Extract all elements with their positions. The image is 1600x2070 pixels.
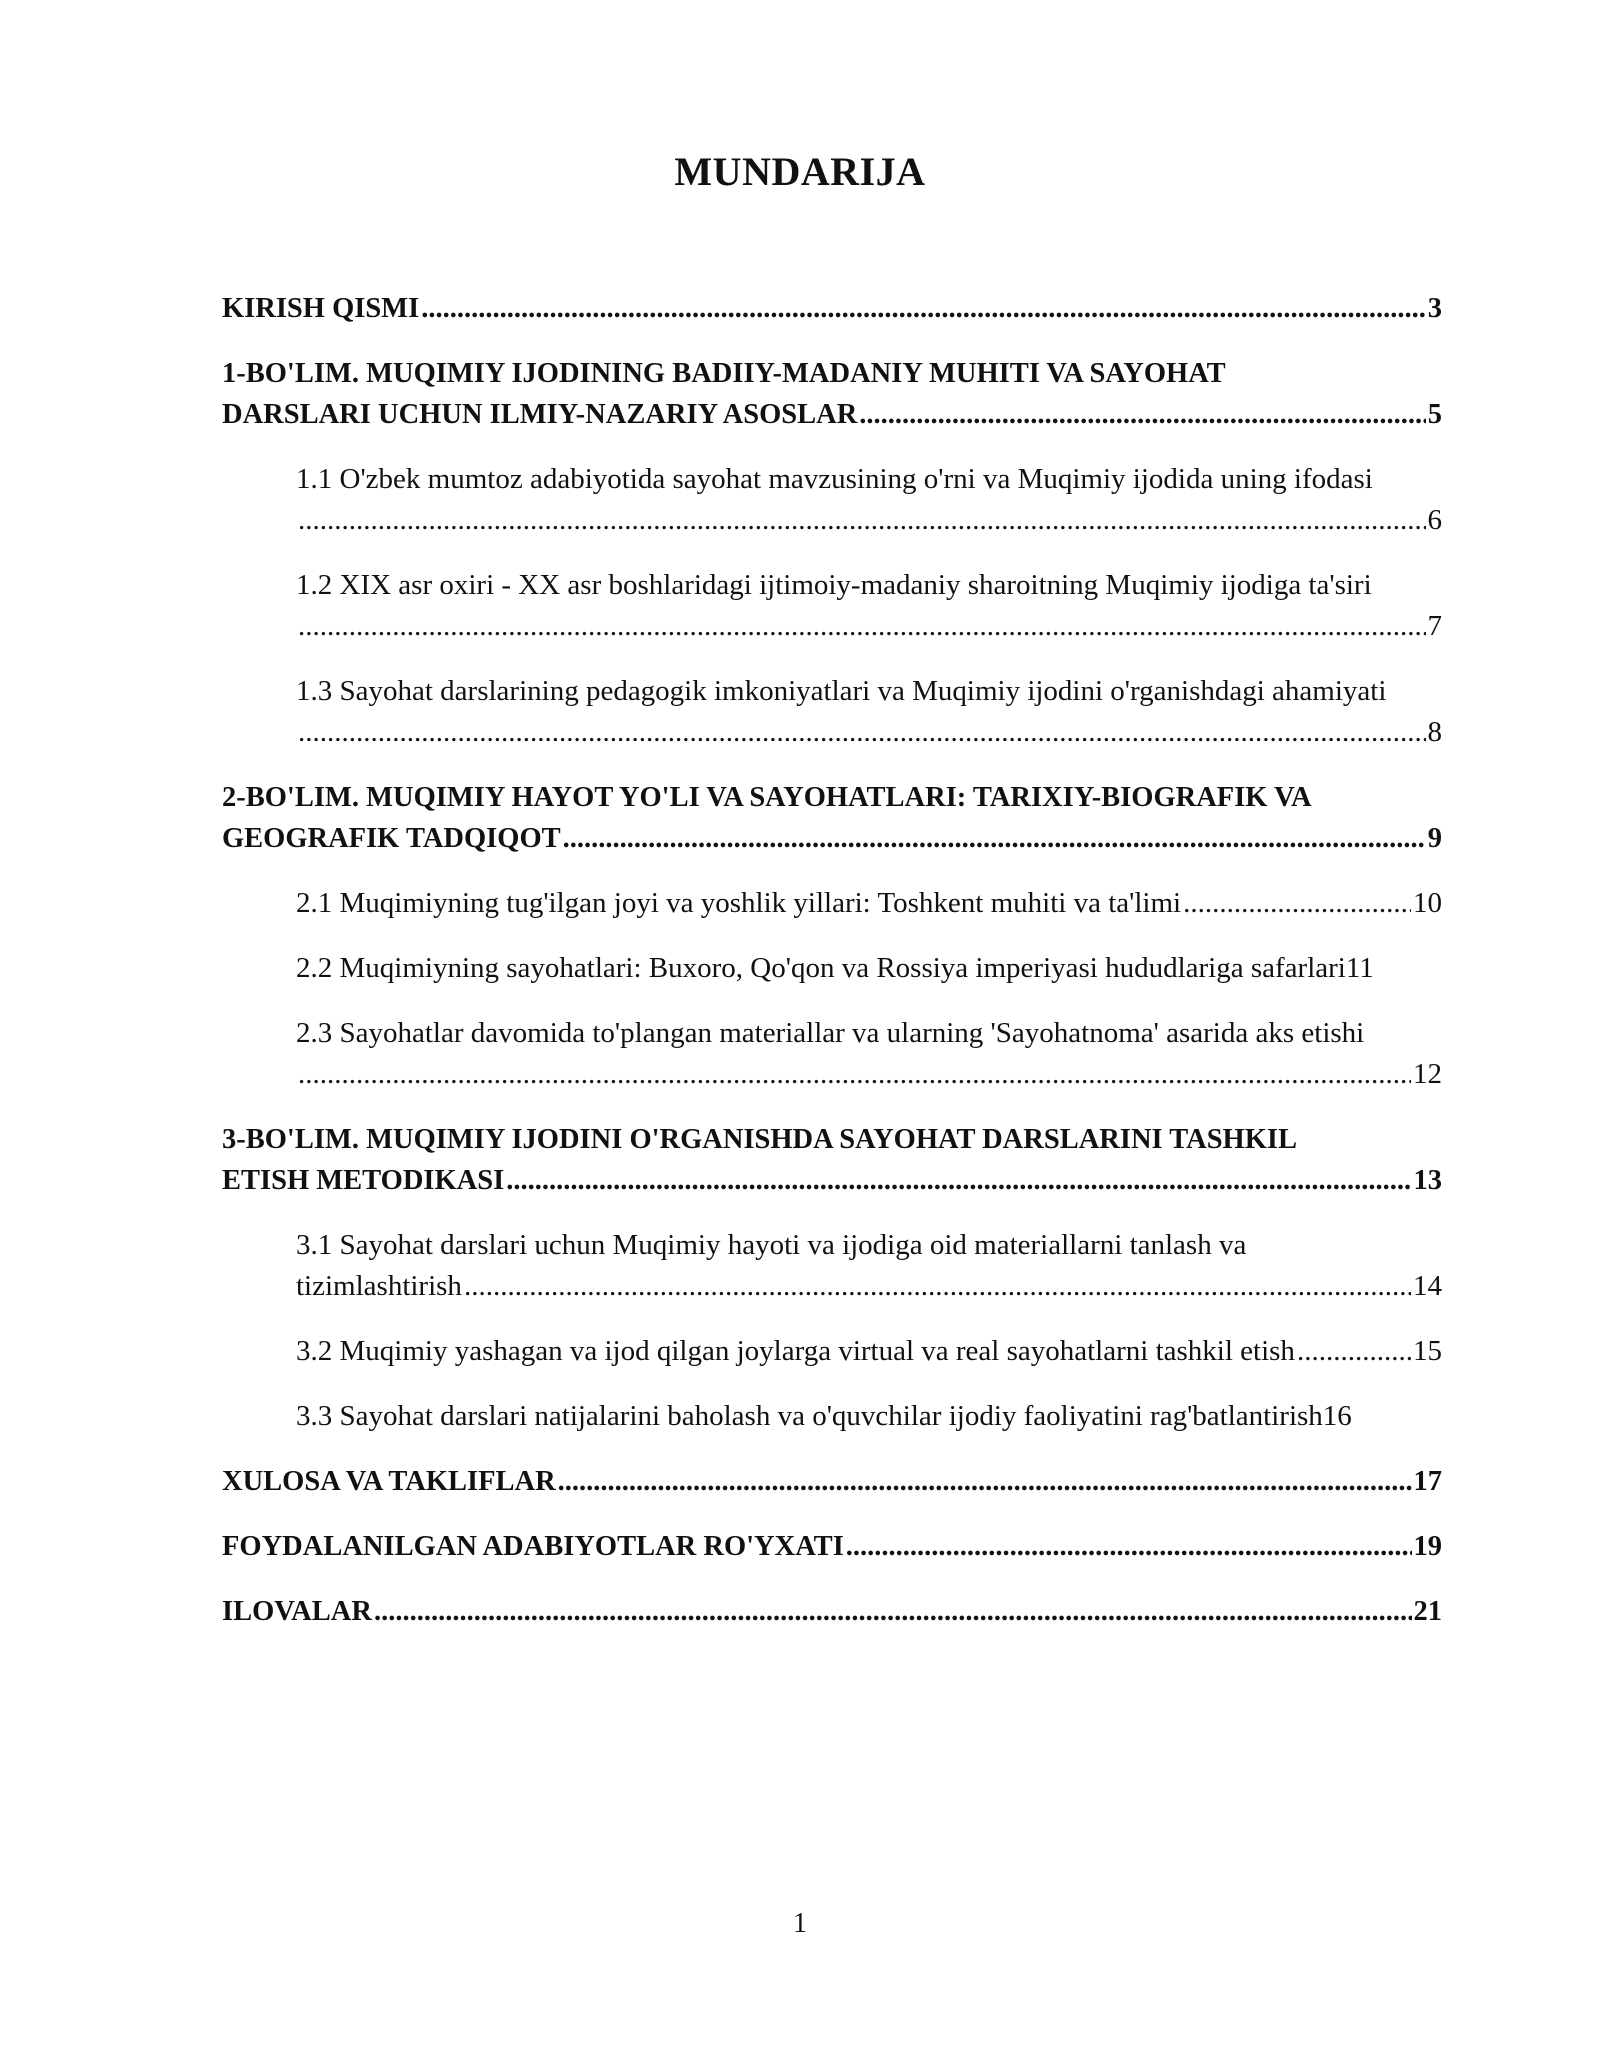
toc-entry[interactable] — [222, 1119, 1442, 1201]
toc-entry[interactable] — [296, 1225, 1442, 1307]
toc-entry[interactable] — [296, 1331, 1442, 1372]
page-number: 1 — [793, 1908, 807, 1939]
toc-entry[interactable] — [296, 883, 1442, 924]
dot-leader — [298, 712, 1426, 753]
dot-leader — [558, 1461, 1412, 1502]
dot-leader — [1297, 1331, 1411, 1372]
toc-entry[interactable] — [222, 1591, 1442, 1632]
toc-entry-title: ETISH METODIKASI — [222, 1165, 505, 1196]
toc-page-number: 9 — [1427, 823, 1442, 854]
toc-entry[interactable] — [222, 288, 1442, 329]
toc-entry-title: XULOSA VA TAKLIFLAR — [222, 1466, 556, 1497]
toc-entry[interactable] — [222, 1461, 1442, 1502]
toc-entry-title: FOYDALANILGAN ADABIYOTLAR RO'YXATI — [222, 1531, 844, 1562]
dot-leader — [298, 500, 1426, 541]
page-title: MUNDARIJA — [674, 149, 926, 194]
toc-entry-title-line: 1.1 O'zbek mumtoz adabiyotida sayohat mavzusining o'rni va Muqimiy ijodida uning ifodasi — [296, 463, 1373, 495]
dot-leader — [1183, 883, 1411, 924]
dot-leader — [298, 1054, 1411, 1095]
toc-page-number: 7 — [1427, 610, 1442, 642]
dot-leader — [298, 606, 1426, 647]
table-of-contents — [222, 288, 1442, 1656]
toc-page-number: 15 — [1413, 1335, 1442, 1367]
toc-entry-title: 3.2 Muqimiy yashagan va ijod qilgan joylarga virtual va real sayohatlarni tashkil etish — [296, 1335, 1295, 1367]
dot-leader — [374, 1591, 1412, 1632]
toc-page-number: 21 — [1413, 1596, 1442, 1627]
toc-entry-title: 2.2 Muqimiyning sayohatlari: Buxoro, Qo'qon va Rossiya imperiyasi hududlariga safarlari — [296, 952, 1346, 984]
toc-page-number: 13 — [1413, 1165, 1442, 1196]
toc-entry-title: 2.1 Muqimiyning tug'ilgan joyi va yoshlik yillari: Toshkent muhiti va ta'limi — [296, 887, 1182, 919]
toc-entry-title-line: 1.3 Sayohat darslarining pedagogik imkoniyatlari va Muqimiy ijodini o'rganishdagi ahamiyati — [296, 675, 1387, 707]
toc-entry[interactable] — [296, 1013, 1442, 1095]
toc-page-number: 12 — [1413, 1058, 1442, 1090]
toc-entry[interactable] — [296, 565, 1442, 647]
toc-entry[interactable] — [222, 353, 1442, 435]
toc-page-number: 3 — [1427, 293, 1442, 324]
toc-entry-title-line: 1-BO'LIM. MUQIMIY IJODINING BADIIY-MADANIY MUHITI VA SAYOHAT — [222, 358, 1226, 389]
toc-entry-title: tizimlashtirish — [296, 1270, 462, 1302]
dot-leader — [846, 1526, 1412, 1567]
toc-page-number: 8 — [1427, 716, 1442, 748]
dot-leader — [464, 1266, 1411, 1307]
toc-page-number: 14 — [1413, 1270, 1442, 1302]
dot-leader — [421, 288, 1426, 329]
toc-entry-title-line: 3.1 Sayohat darslari uchun Muqimiy hayoti va ijodiga oid materiallarni tanlash va — [296, 1229, 1247, 1261]
toc-entry-title: 3.3 Sayohat darslari natijalarini baholash va o'quvchilar ijodiy faoliyatini rag'batlantirish — [296, 1400, 1323, 1432]
toc-page-number: 16 — [1322, 1400, 1352, 1432]
toc-page-number: 5 — [1427, 399, 1442, 430]
toc-entry[interactable] — [296, 671, 1442, 753]
toc-page-number: 6 — [1427, 504, 1442, 536]
dot-leader — [506, 1160, 1411, 1201]
toc-entry-title: ILOVALAR — [222, 1596, 372, 1627]
dot-leader — [563, 818, 1426, 859]
toc-entry-title-line: 2-BO'LIM. MUQIMIY HAYOT YO'LI VA SAYOHATLARI: TARIXIY-BIOGRAFIK VA — [222, 782, 1312, 813]
toc-entry-title: DARSLARI UCHUN ILMIY-NAZARIY ASOSLAR — [222, 399, 858, 430]
toc-entry-title-line: 1.2 XIX asr oxiri - XX asr boshlaridagi ijtimoiy-madaniy sharoitning Muqimiy ijodiga ta'siri — [296, 569, 1372, 601]
toc-entry[interactable] — [296, 459, 1442, 541]
dot-leader — [859, 394, 1425, 435]
toc-entry[interactable] — [296, 1396, 1442, 1437]
toc-entry[interactable] — [222, 777, 1442, 859]
toc-entry-title: GEOGRAFIK TADQIQOT — [222, 823, 561, 854]
toc-entry[interactable] — [296, 948, 1442, 989]
toc-page-number: 11 — [1345, 952, 1374, 984]
toc-page-number: 10 — [1413, 887, 1442, 919]
toc-page-number: 17 — [1413, 1466, 1442, 1497]
toc-page-number: 19 — [1413, 1531, 1442, 1562]
toc-entry-title: KIRISH QISMI — [222, 293, 420, 324]
toc-entry[interactable] — [222, 1526, 1442, 1567]
toc-entry-title-line: 3-BO'LIM. MUQIMIY IJODINI O'RGANISHDA SAYOHAT DARSLARINI TASHKIL — [222, 1124, 1297, 1155]
toc-entry-title-line: 2.3 Sayohatlar davomida to'plangan materiallar va ularning 'Sayohatnoma' asarida aks etishi — [296, 1017, 1365, 1049]
